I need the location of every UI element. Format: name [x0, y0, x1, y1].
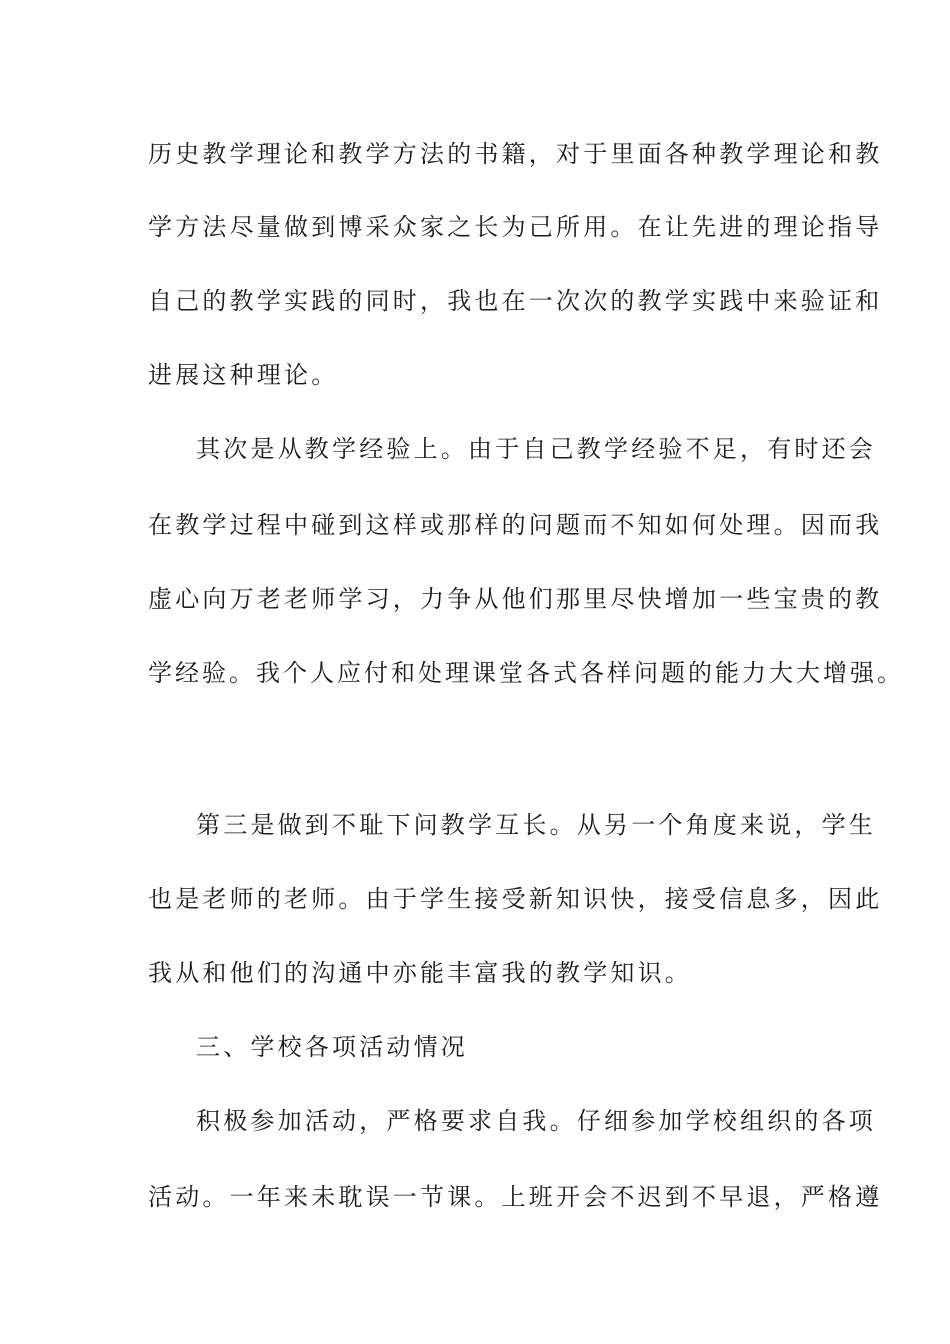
text-line: 进展这种理论。 — [148, 361, 339, 389]
text-line: 学方法尽量做到博采众家之长为己所用。在让先进的理论指导 — [148, 213, 883, 241]
section-heading: 三、学校各项活动情况 — [196, 1033, 468, 1061]
text-line: 在教学过程中碰到这样或那样的问题而不知如何处理。因而我 — [148, 511, 883, 539]
text-line: 其次是从教学经验上。由于自己教学经验不足，有时还会 — [196, 435, 876, 463]
text-line: 也是老师的老师。由于学生接受新知识快，接受信息多，因此 — [148, 885, 883, 913]
text-line: 我从和他们的沟通中亦能丰富我的教学知识。 — [148, 959, 692, 987]
text-line: 历史教学理论和教学方法的书籍，对于里面各种教学理论和教 — [148, 140, 883, 168]
text-line: 虚心向万老老师学习，力争从他们那里尽快增加一些宝贵的教 — [148, 585, 883, 613]
text-line: 学经验。我个人应付和处理课堂各式各样问题的能力大大增强。 — [148, 659, 904, 687]
text-line: 自己的教学实践的同时，我也在一次次的教学实践中来验证和 — [148, 287, 883, 315]
text-line: 第三是做到不耻下问教学互长。从另一个角度来说，学生 — [196, 811, 876, 839]
text-line: 积极参加活动，严格要求自我。仔细参加学校组织的各项 — [196, 1107, 876, 1135]
text-line: 活动。一年来未耽误一节课。上班开会不迟到不早退，严格遵 — [148, 1183, 883, 1211]
